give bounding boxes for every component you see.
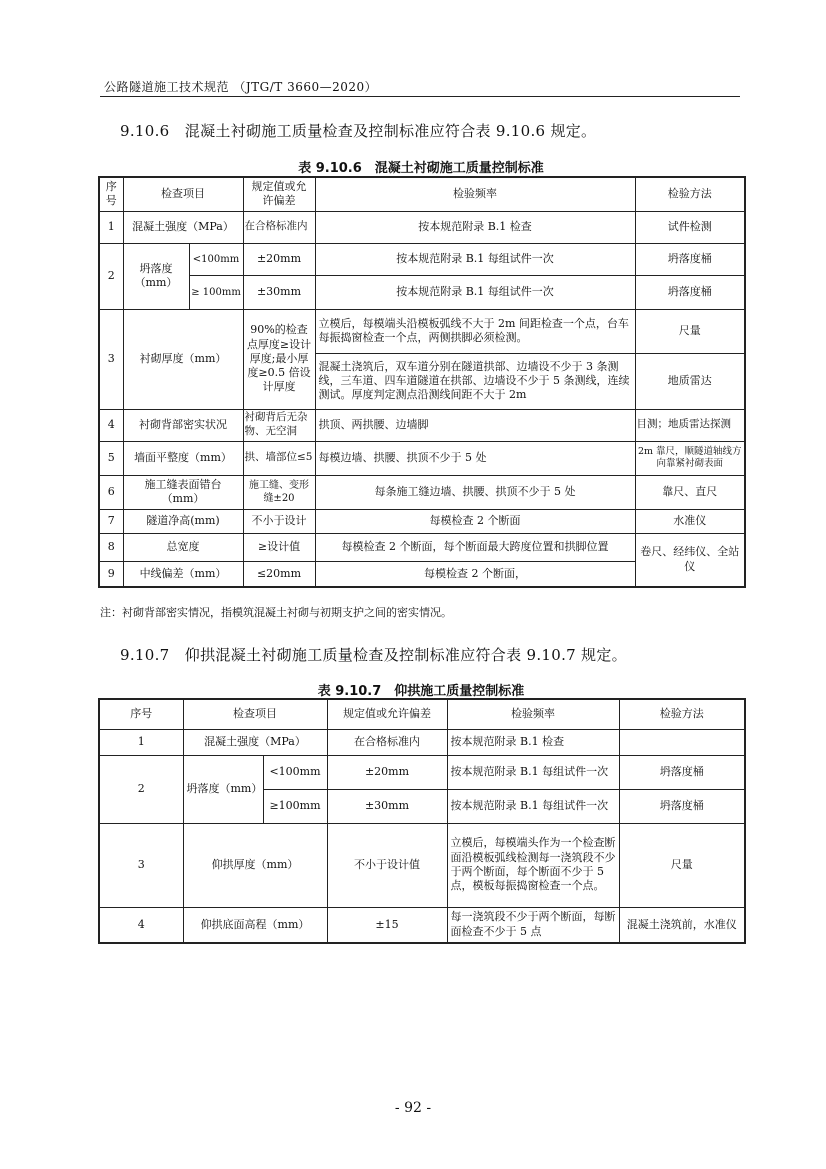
table-row bbox=[99, 409, 745, 441]
header-rule bbox=[100, 96, 740, 97]
row-frequency: 每条施工缝边墙、拱腰、拱顶不少于 5 处 bbox=[315, 475, 635, 509]
row-no: 6 bbox=[99, 475, 123, 509]
row-tolerance: 施工缝、变形缝±20 bbox=[243, 475, 315, 509]
header-item: 检查项目 bbox=[183, 699, 327, 729]
row-method: 坍落度桶 bbox=[619, 789, 745, 823]
row-method: 混凝土浇筑前，水准仪 bbox=[619, 907, 745, 943]
row-tolerance: ≥设计值 bbox=[243, 533, 315, 561]
row-item: 总宽度 bbox=[123, 533, 243, 561]
row-frequency: 混凝土浇筑后，双车道分别在隧道拱部、边墙设不少于 3 条测线，三车道、四车道隧道在拱部、边墙设不少于 5 条测线，连续测试。厚度判定测点沿测线间距不大于 2m bbox=[315, 353, 635, 409]
table-caption-9-10-7: 表 9.10.7 仰拱施工质量控制标准 bbox=[317, 684, 525, 699]
header-item: 检查项目 bbox=[123, 177, 243, 211]
row-item: 衬砌厚度（mm） bbox=[123, 309, 243, 409]
row-method: 2m 靠尺，顺隧道轴线方向靠紧衬砌表面 bbox=[635, 441, 745, 475]
table-row bbox=[99, 533, 745, 561]
table-header-row bbox=[99, 177, 745, 211]
row-frequency: 按本规范附录 B.1 每组试件一次 bbox=[447, 755, 619, 789]
table-row bbox=[99, 729, 745, 755]
row-frequency: 按本规范附录 B.1 检查 bbox=[447, 729, 619, 755]
header-tolerance: 规定值或允许偏差 bbox=[243, 177, 315, 211]
table-caption-9-10-6: 表 9.10.6 混凝土衬砌施工质量控制标准 bbox=[298, 161, 544, 176]
row-item: 施工缝表面错台（mm） bbox=[123, 475, 243, 509]
row-frequency: 按本规范附录 B.1 每组试件一次 bbox=[447, 789, 619, 823]
header-no: 序号 bbox=[99, 177, 123, 211]
row-frequency: 按本规范附录 B.1 每组试件一次 bbox=[315, 275, 635, 309]
row-frequency: 拱顶、两拱腰、边墙脚 bbox=[315, 409, 635, 441]
row-method: 试件检测 bbox=[635, 211, 745, 243]
row-method: 水准仪 bbox=[635, 509, 745, 533]
row-subitem: ≥ 100mm bbox=[189, 275, 243, 309]
row-no: 3 bbox=[99, 823, 183, 907]
row-frequency: 立模后，每模端头沿模板弧线不大于 2m 间距检查一个点，台车每振捣窗检查一个点，两侧拱脚必须检测。 bbox=[315, 309, 635, 353]
row-item: 墙面平整度（mm） bbox=[123, 441, 243, 475]
header-no: 序号 bbox=[99, 699, 183, 729]
row-item: 仰拱厚度（mm） bbox=[183, 823, 327, 907]
running-header: 公路隧道施工技术规范 （JTG/T 3660—2020） bbox=[104, 80, 378, 94]
row-item: 仰拱底面高程（mm） bbox=[183, 907, 327, 943]
row-no: 7 bbox=[99, 509, 123, 533]
table-row bbox=[99, 823, 745, 907]
row-tolerance: 拱、墙部位≤5 bbox=[243, 441, 315, 475]
row-tolerance: 不小于设计值 bbox=[327, 823, 447, 907]
row-frequency: 每一浇筑段不少于两个断面，每断面检查不少于 5 点 bbox=[447, 907, 619, 943]
row-frequency: 按本规范附录 B.1 检查 bbox=[315, 211, 635, 243]
row-no: 8 bbox=[99, 533, 123, 561]
row-no: 1 bbox=[99, 729, 183, 755]
table-row bbox=[99, 275, 745, 309]
row-item: 混凝土强度（MPa） bbox=[183, 729, 327, 755]
row-method: 尺量 bbox=[619, 823, 745, 907]
clause-9-10-7: 9.10.7 仰拱混凝土衬砌施工质量检查及控制标准应符合表 9.10.7 规定。 bbox=[120, 646, 627, 664]
row-item: 隧道净高(mm) bbox=[123, 509, 243, 533]
table-9-10-6 bbox=[98, 176, 746, 588]
row-tolerance: 在合格标准内 bbox=[327, 729, 447, 755]
table-9-10-7 bbox=[98, 698, 746, 944]
row-method: 坍落度桶 bbox=[635, 275, 745, 309]
row-method: 坍落度桶 bbox=[635, 243, 745, 275]
row-frequency: 每模检查 2 个断面 bbox=[315, 509, 635, 533]
row-tolerance: ±20mm bbox=[327, 755, 447, 789]
table-row bbox=[99, 441, 745, 475]
row-no: 2 bbox=[99, 243, 123, 309]
table-row bbox=[99, 211, 745, 243]
row-no: 4 bbox=[99, 409, 123, 441]
row-subitem: ≥100mm bbox=[263, 789, 327, 823]
row-tolerance: ±30mm bbox=[243, 275, 315, 309]
row-method: 卷尺、经纬仪、全站仪 bbox=[635, 533, 745, 587]
row-tolerance: ≤20mm bbox=[243, 561, 315, 587]
row-tolerance: ±20mm bbox=[243, 243, 315, 275]
row-method bbox=[619, 729, 745, 755]
row-frequency: 每模检查 2 个断面， bbox=[315, 561, 635, 587]
table-row bbox=[99, 755, 745, 789]
table-row bbox=[99, 309, 745, 353]
header-frequency: 检验频率 bbox=[315, 177, 635, 211]
row-tolerance: ±30mm bbox=[327, 789, 447, 823]
header-method: 检验方法 bbox=[619, 699, 745, 729]
row-frequency: 每模检查 2 个断面，每个断面最大跨度位置和拱脚位置 bbox=[315, 533, 635, 561]
row-item: 坍落度（mm） bbox=[183, 755, 263, 823]
row-tolerance: 在合格标准内 bbox=[243, 211, 315, 243]
table-row bbox=[99, 243, 745, 275]
row-method: 坍落度桶 bbox=[619, 755, 745, 789]
row-frequency: 每模边墙、拱腰、拱顶不少于 5 处 bbox=[315, 441, 635, 475]
row-method: 目测；地质雷达探测 bbox=[635, 409, 745, 441]
row-frequency: 按本规范附录 B.1 每组试件一次 bbox=[315, 243, 635, 275]
row-tolerance: 衬砌背后无杂物、无空洞 bbox=[243, 409, 315, 441]
row-frequency: 立模后，每模端头作为一个检查断面沿模板弧线检测每一浇筑段不少于两个断面，每个断面不少于 5 点，模板每振捣窗检查一个点。 bbox=[447, 823, 619, 907]
row-tolerance: 不小于设计 bbox=[243, 509, 315, 533]
table-header-row bbox=[99, 699, 745, 729]
row-method: 尺量 bbox=[635, 309, 745, 353]
row-tolerance: 90%的检查点厚度≥设计厚度;最小厚度≥0.5 倍设计厚度 bbox=[243, 309, 315, 409]
row-item: 衬砌背部密实状况 bbox=[123, 409, 243, 441]
row-subitem: <100mm bbox=[263, 755, 327, 789]
row-method: 地质雷达 bbox=[635, 353, 745, 409]
header-method: 检验方法 bbox=[635, 177, 745, 211]
table-note: 注：衬砌背部密实情况，指模筑混凝土衬砌与初期支护之间的密实情况。 bbox=[100, 606, 452, 619]
row-item: 中线偏差（mm） bbox=[123, 561, 243, 587]
header-frequency: 检验频率 bbox=[447, 699, 619, 729]
row-no: 1 bbox=[99, 211, 123, 243]
row-no: 4 bbox=[99, 907, 183, 943]
table-row bbox=[99, 475, 745, 509]
row-tolerance: ±15 bbox=[327, 907, 447, 943]
row-no: 9 bbox=[99, 561, 123, 587]
page-number: - 92 - bbox=[394, 1100, 432, 1116]
clause-9-10-6: 9.10.6 混凝土衬砌施工质量检查及控制标准应符合表 9.10.6 规定。 bbox=[120, 122, 597, 140]
row-no: 5 bbox=[99, 441, 123, 475]
row-no: 2 bbox=[99, 755, 183, 823]
row-item: 坍落度（mm） bbox=[123, 243, 189, 309]
row-item: 混凝土强度（MPa） bbox=[123, 211, 243, 243]
row-subitem: <100mm bbox=[189, 243, 243, 275]
header-tolerance: 规定值或允许偏差 bbox=[327, 699, 447, 729]
table-row bbox=[99, 509, 745, 533]
row-method: 靠尺、直尺 bbox=[635, 475, 745, 509]
row-no: 3 bbox=[99, 309, 123, 409]
table-row bbox=[99, 907, 745, 943]
